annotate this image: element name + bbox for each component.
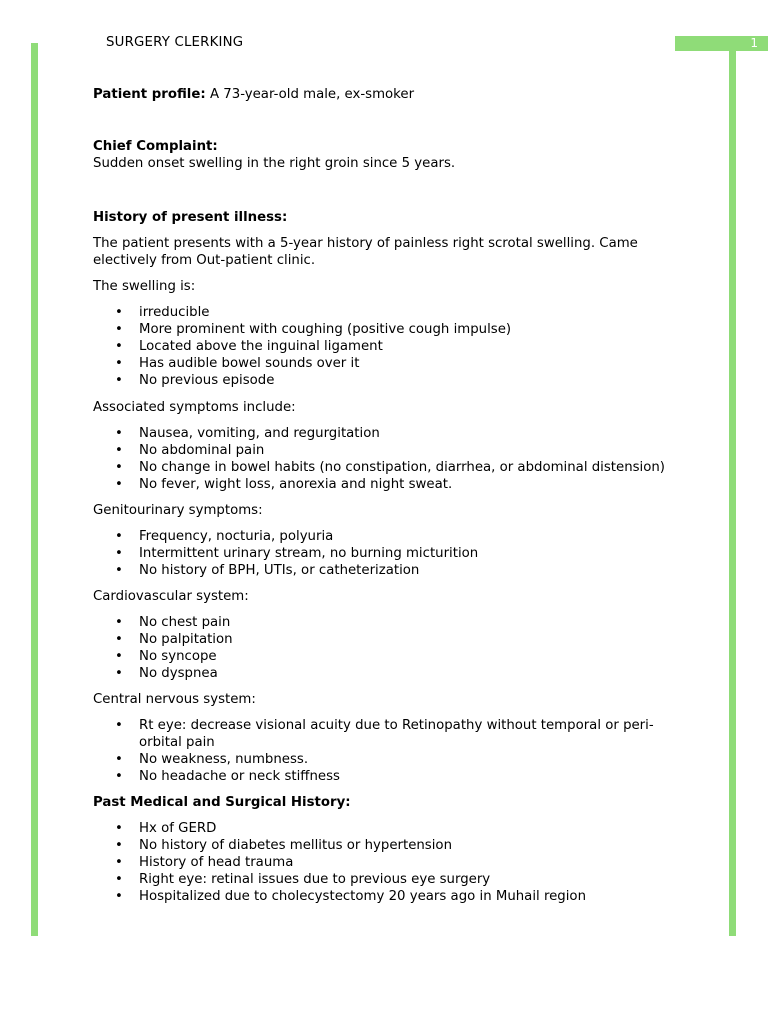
chief-complaint-value: Sudden onset swelling in the right groin since 5 years. (93, 156, 456, 171)
list-item: • Rt eye: decrease visional acuity due to Retinopathy without temporal or peri-orbital pain (93, 717, 693, 751)
swelling-label: The swelling is: (93, 279, 196, 294)
list-item: • No fever, wight loss, anorexia and night sweat. (93, 476, 693, 493)
list-item: • Nausea, vomiting, and regurgitation (93, 425, 693, 442)
left-margin-bar (31, 43, 38, 936)
list-item: • No change in bowel habits (no constipation, diarrhea, or abdominal distension) (93, 459, 693, 476)
cardiovascular-label: Cardiovascular system: (93, 589, 249, 604)
list-item: • No weakness, numbness. (93, 751, 693, 768)
list-item: • No headache or neck stiffness (93, 768, 693, 785)
list-item: • Intermittent urinary stream, no burning micturition (93, 545, 693, 562)
cardiovascular-list (93, 614, 693, 682)
list-item: • Located above the inguinal ligament (93, 338, 693, 355)
list-item: • Hospitalized due to cholecystectomy 20 years ago in Muhail region (93, 888, 693, 905)
page-number: 1 (750, 36, 758, 50)
list-item: • No syncope (93, 648, 693, 665)
list-item: • irreducible (93, 304, 693, 321)
list-item: • Frequency, nocturia, polyuria (93, 528, 693, 545)
hpi-intro: The patient presents with a 5-year history of painless right scrotal swelling. Came electively from Out-patient clinic. (93, 236, 638, 268)
list-item: • No palpitation (93, 631, 693, 648)
document-body (93, 86, 693, 905)
genitourinary-label: Genitourinary symptoms: (93, 503, 263, 518)
list-item: • History of head trauma (93, 854, 693, 871)
list-item: • Right eye: retinal issues due to previous eye surgery (93, 871, 693, 888)
cns-list (93, 717, 693, 785)
swelling-list (93, 304, 693, 389)
past-history-label: Past Medical and Surgical History: (93, 795, 351, 810)
list-item: • Hx of GERD (93, 820, 693, 837)
chief-complaint-label: Chief Complaint: (93, 139, 218, 154)
list-item: • No previous episode (93, 372, 693, 389)
list-item: • No chest pain (93, 614, 693, 631)
list-item: • No abdominal pain (93, 442, 693, 459)
list-item: • No dyspnea (93, 665, 693, 682)
genitourinary-list (93, 528, 693, 579)
list-item: • No history of diabetes mellitus or hypertension (93, 837, 693, 854)
right-margin-bar (729, 50, 736, 936)
list-item: • More prominent with coughing (positive cough impulse) (93, 321, 693, 338)
patient-profile (93, 86, 693, 103)
document-header-title: SURGERY CLERKING (106, 35, 244, 50)
patient-profile-value: A 73-year-old male, ex-smoker (209, 87, 415, 102)
cns-label: Central nervous system: (93, 692, 256, 707)
past-history-list (93, 820, 693, 905)
page-number-tab (675, 36, 768, 51)
associated-symptoms-list (93, 425, 693, 493)
associated-symptoms-label: Associated symptoms include: (93, 400, 296, 415)
list-item: • No history of BPH, UTIs, or catheterization (93, 562, 693, 579)
list-item: • Has audible bowel sounds over it (93, 355, 693, 372)
hpi-label: History of present illness: (93, 210, 288, 225)
patient-profile-label: Patient profile: (93, 87, 206, 102)
